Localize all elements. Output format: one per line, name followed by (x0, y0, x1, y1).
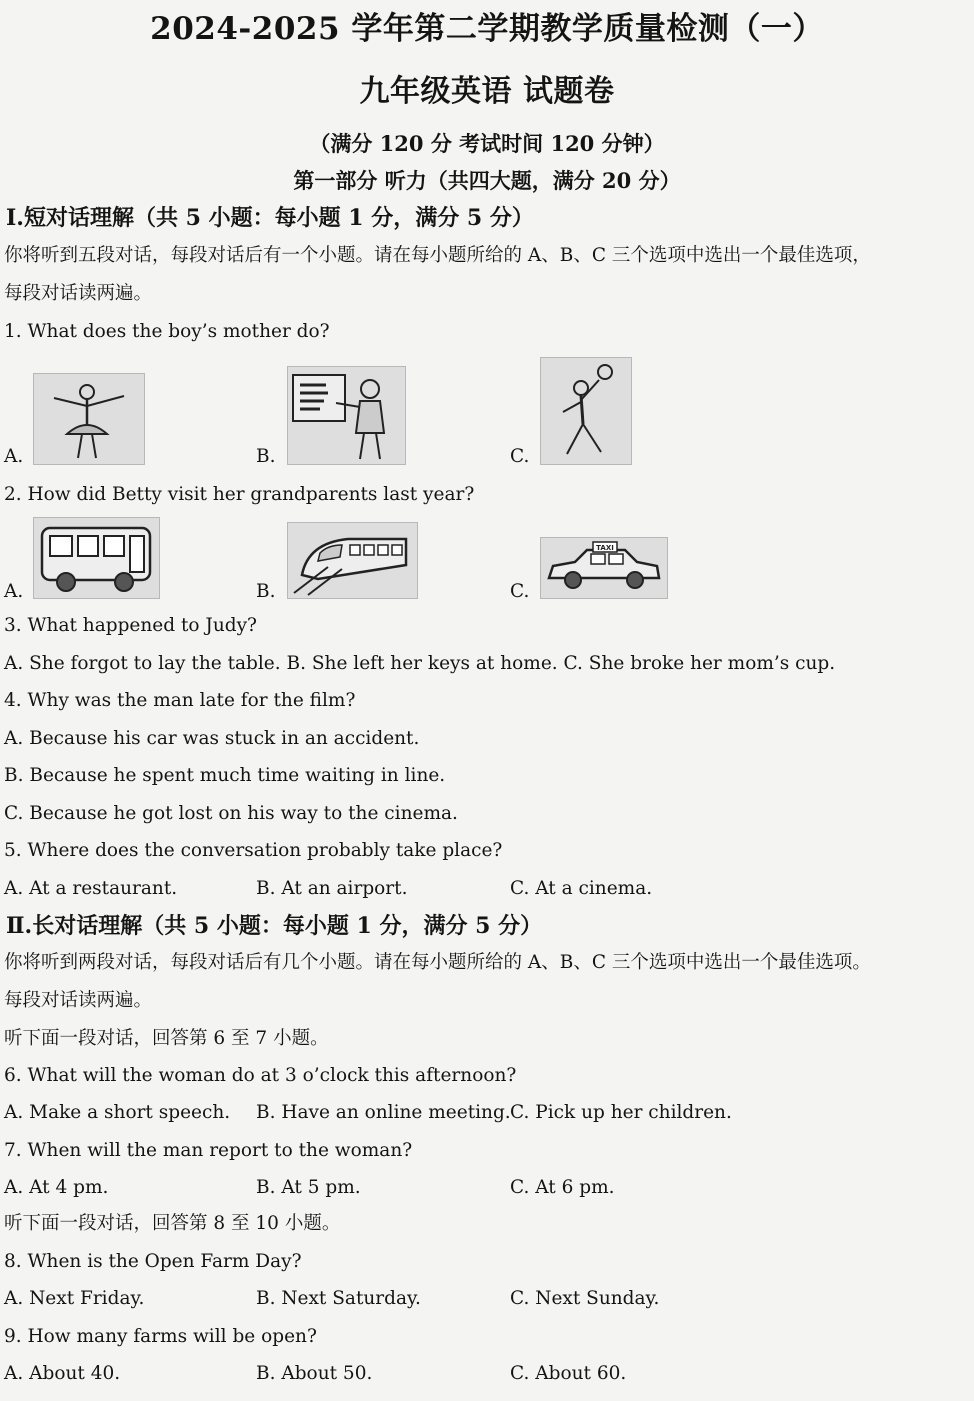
q2-option-a-label[interactable]: A. (4, 581, 24, 602)
dialog1-intro: 听下面一段对话，回答第 6 至 7 小题。 (4, 1028, 329, 1049)
section2-instructions-line1: 你将听到两段对话，每段对话后有几个小题。请在每小题所给的 A、B、C 三个选项中选出一个最佳选项。 (4, 952, 871, 973)
q4-option-c[interactable]: C. Because he got lost on his way to the cinema. (4, 803, 458, 824)
score-info: （满分 120 分 考试时间 120 分钟） (309, 131, 665, 156)
teacher-at-blackboard-icon[interactable] (287, 366, 406, 465)
taxi-icon[interactable] (540, 537, 668, 599)
q6-option-a[interactable]: A. Make a short speech. (4, 1102, 231, 1123)
question-2: 2. How did Betty visit her grandparents last year? (4, 484, 475, 505)
q8-option-a[interactable]: A. Next Friday. (4, 1288, 145, 1309)
section2-instructions-line2: 每段对话读两遍。 (4, 990, 153, 1011)
exam-subtitle: 九年级英语 试题卷 (359, 74, 615, 109)
question-9: 9. How many farms will be open? (4, 1326, 317, 1347)
q7-option-a[interactable]: A. At 4 pm. (4, 1177, 109, 1198)
section1-instructions-line1: 你将听到五段对话，每段对话后有一个小题。请在每小题所给的 A、B、C 三个选项中选出一个最佳选项， (4, 245, 871, 266)
part-title: 第一部分 听力（共四大题，满分 20 分） (293, 168, 681, 193)
q2-option-c-label[interactable]: C. (510, 581, 530, 602)
q9-option-a[interactable]: A. About 40. (4, 1363, 121, 1384)
q7-option-c[interactable]: C. At 6 pm. (510, 1177, 615, 1198)
q1-option-a-label[interactable]: A. (4, 446, 24, 467)
section1-title: Ⅰ.短对话理解（共 5 小题：每小题 1 分，满分 5 分） (6, 205, 534, 231)
q9-option-c[interactable]: C. About 60. (510, 1363, 627, 1384)
q5-option-a[interactable]: A. At a restaurant. (4, 878, 178, 899)
q5-option-c[interactable]: C. At a cinema. (510, 878, 653, 899)
question-7: 7. When will the man report to the woman? (4, 1140, 413, 1161)
question-4: 4. Why was the man late for the film? (4, 690, 356, 711)
question-6: 6. What will the woman do at 3 o’clock this afternoon? (4, 1065, 517, 1086)
q1-option-c-label[interactable]: C. (510, 446, 530, 467)
bus-icon[interactable] (33, 517, 160, 599)
ballet-dancer-icon[interactable] (33, 373, 145, 465)
train-icon[interactable] (287, 522, 418, 599)
q8-option-b[interactable]: B. Next Saturday. (256, 1288, 421, 1309)
section2-title: Ⅱ.长对话理解（共 5 小题：每小题 1 分，满分 5 分） (6, 913, 543, 939)
q6-option-c[interactable]: C. Pick up her children. (510, 1102, 732, 1123)
taxi-sign-text: TAXI (596, 544, 614, 552)
q1-option-b-label[interactable]: B. (256, 446, 276, 467)
question-8: 8. When is the Open Farm Day? (4, 1251, 302, 1272)
section1-instructions-line2: 每段对话读两遍。 (4, 283, 153, 304)
q7-option-b[interactable]: B. At 5 pm. (256, 1177, 361, 1198)
q8-option-c[interactable]: C. Next Sunday. (510, 1288, 660, 1309)
volleyball-player-icon[interactable] (540, 357, 632, 465)
q4-option-b[interactable]: B. Because he spent much time waiting in line. (4, 765, 446, 786)
question-5: 5. Where does the conversation probably take place? (4, 840, 503, 861)
question-1: 1. What does the boy’s mother do? (4, 321, 330, 342)
q4-option-a[interactable]: A. Because his car was stuck in an accident. (4, 728, 420, 749)
q5-option-b[interactable]: B. At an airport. (256, 878, 408, 899)
q3-options[interactable]: A. She forgot to lay the table. B. She left her keys at home. C. She broke her mom’s cup. (4, 653, 836, 674)
q6-option-b[interactable]: B. Have an online meeting. (256, 1102, 511, 1123)
q9-option-b[interactable]: B. About 50. (256, 1363, 373, 1384)
question-3: 3. What happened to Judy? (4, 615, 257, 636)
q2-option-b-label[interactable]: B. (256, 581, 276, 602)
exam-title: 2024-2025 学年第二学期教学质量检测（一） (150, 11, 824, 47)
dialog2-intro: 听下面一段对话，回答第 8 至 10 小题。 (4, 1213, 341, 1234)
